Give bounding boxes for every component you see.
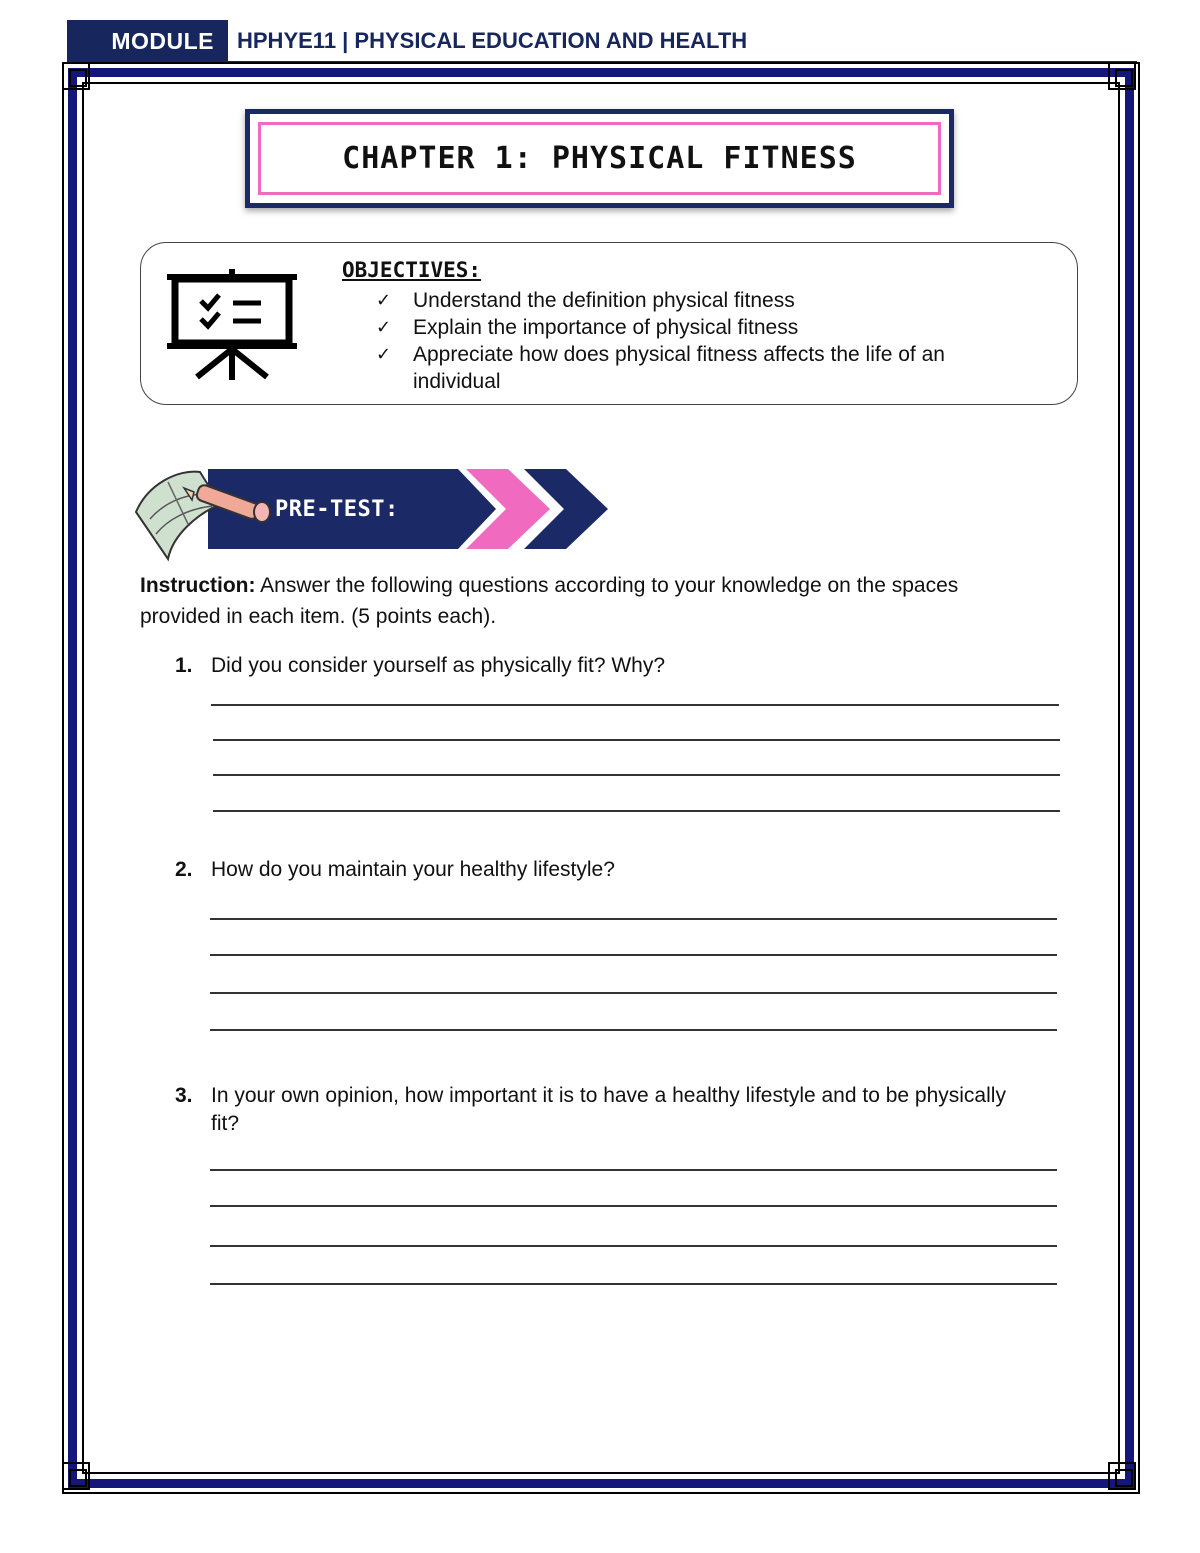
question-number: 2. [175, 858, 193, 881]
objective-item [376, 314, 1026, 341]
question-text: In your own opinion, how important it is to have a healthy lifestyle and to be physically fit? [211, 1084, 1006, 1135]
chapter-title-inner-border [258, 122, 941, 195]
presentation-board-checklist-icon [163, 265, 303, 385]
answer-line[interactable] [210, 1169, 1057, 1171]
answer-line[interactable] [213, 810, 1060, 812]
answer-line[interactable] [211, 704, 1059, 706]
instruction-label: Instruction: [140, 574, 256, 597]
objectives-list [376, 287, 1026, 395]
corner-ornament-top-left [62, 62, 90, 90]
question-item [175, 652, 1035, 680]
question-text: How do you maintain your healthy lifestyle? [211, 858, 615, 881]
corner-ornament-bottom-left [62, 1462, 90, 1490]
objective-item [376, 287, 1026, 314]
objective-text: Appreciate how does physical fitness affects the life of an individual [413, 343, 945, 393]
answer-line[interactable] [210, 1205, 1057, 1207]
corner-ornament-top-right [1108, 62, 1136, 90]
chapter-title: CHAPTER 1: PHYSICAL FITNESS [342, 141, 857, 176]
question-item [175, 856, 1035, 884]
course-title: HPHYE11 | PHYSICAL EDUCATION AND HEALTH [237, 28, 748, 53]
corner-ornament-bottom-right [1108, 1462, 1136, 1490]
answer-line[interactable] [213, 739, 1060, 741]
objectives-heading: OBJECTIVES: [342, 258, 482, 282]
question-item [175, 1082, 1035, 1138]
answer-line[interactable] [210, 1245, 1057, 1247]
answer-line[interactable] [213, 774, 1060, 776]
instruction-body: Answer the following questions according to your knowledge on the spaces provided in each item. (5 points each). [140, 574, 959, 628]
answer-line[interactable] [210, 992, 1057, 994]
objective-item [376, 341, 1026, 395]
module-label: MODULE [67, 20, 228, 62]
check-icon: ✓ [376, 344, 392, 365]
answer-line[interactable] [210, 954, 1057, 956]
pretest-heading: PRE-TEST: [275, 497, 399, 522]
question-number: 1. [175, 654, 193, 677]
answer-line[interactable] [210, 1029, 1057, 1031]
question-text: Did you consider yourself as physically fit? Why? [211, 654, 666, 677]
question-number: 3. [175, 1084, 193, 1107]
answer-line[interactable] [210, 918, 1057, 920]
answer-line[interactable] [210, 1283, 1057, 1285]
instruction-text [140, 570, 1040, 632]
check-icon: ✓ [376, 317, 392, 338]
chapter-title-box [245, 109, 954, 208]
objective-text: Understand the definition physical fitness [413, 289, 795, 312]
objective-text: Explain the importance of physical fitness [413, 316, 799, 339]
check-icon: ✓ [376, 290, 392, 311]
